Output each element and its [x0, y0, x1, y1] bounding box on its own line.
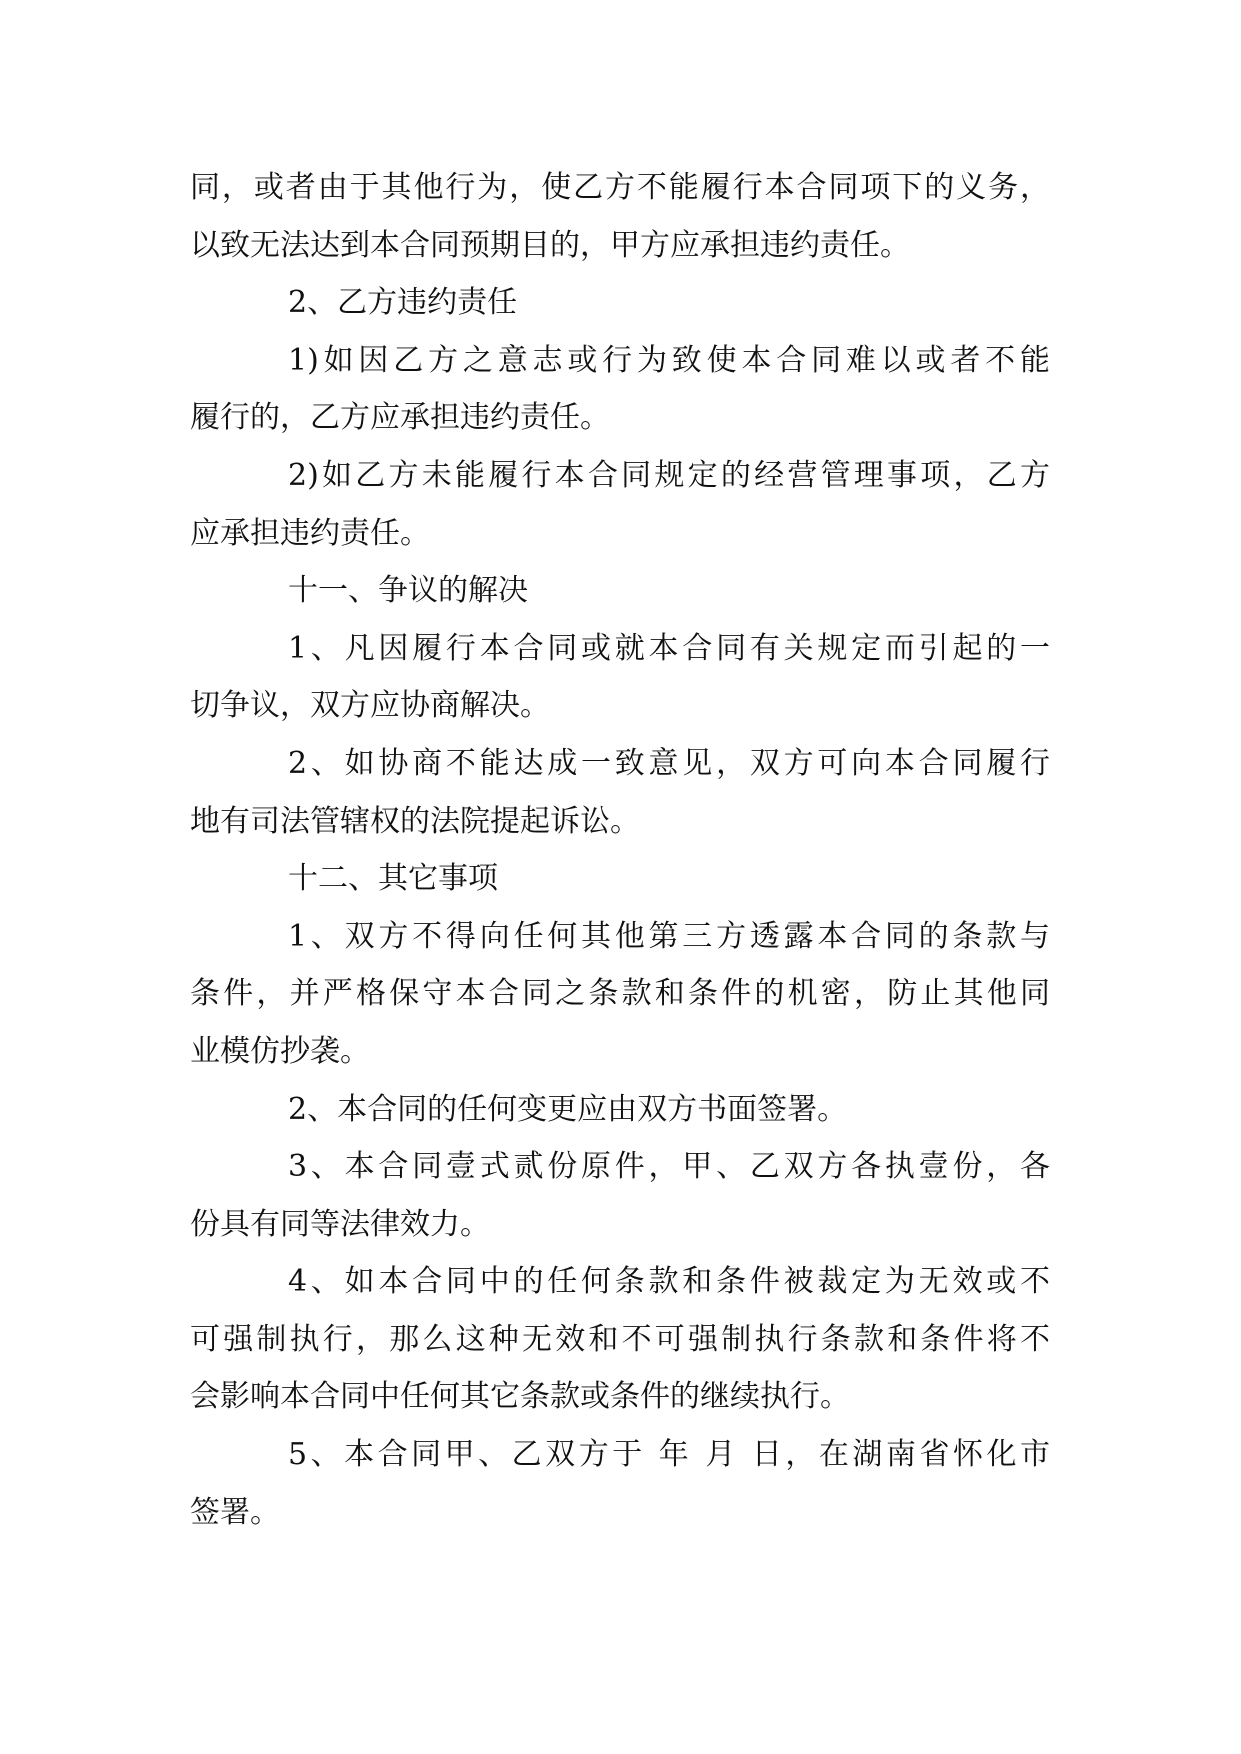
document-body [190, 159, 1050, 1541]
text-line: 切争议，双方应协商解决。 [190, 688, 550, 724]
text-line: 地有司法管辖权的法院提起诉讼。 [190, 803, 640, 839]
paragraph-party-b-liability-2 [190, 447, 1050, 562]
paragraph-other-5 [190, 1426, 1050, 1541]
paragraph-other-4 [190, 1253, 1050, 1426]
text-line: 同，或者由于其他行为，使乙方不能履行本合同项下的义务， [190, 170, 1050, 205]
text-line: 5、本合同甲、乙双方于 年 月 日，在湖南省怀化市 [288, 1437, 1050, 1473]
text-line: 2、如协商不能达成一致意见，双方可向本合同履行 [288, 745, 1050, 781]
paragraph-dispute-2 [190, 735, 1050, 850]
text-line: 应承担违约责任。 [190, 515, 430, 551]
paragraph-party-b-liability-1 [190, 332, 1050, 447]
paragraph-other-2 [190, 1081, 1050, 1139]
paragraph-default-liability-end [190, 159, 1050, 274]
text-line: 1、凡因履行本合同或就本合同有关规定而引起的一 [288, 630, 1050, 666]
text-line: 份具有同等法律效力。 [190, 1206, 490, 1242]
text-line: 十一、争议的解决 [288, 573, 528, 609]
section-heading-other-matters [190, 850, 1050, 908]
section-heading-dispute-resolution [190, 562, 1050, 620]
text-line: 2、乙方违约责任 [288, 285, 518, 321]
paragraph-other-1 [190, 908, 1050, 1081]
text-line: 可强制执行，那么这种无效和不可强制执行条款和条件将不 [190, 1321, 1050, 1357]
text-line: 3、本合同壹式贰份原件，甲、乙双方各执壹份，各 [288, 1149, 1050, 1185]
text-line: 1)如因乙方之意志或行为致使本合同难以或者不能 [288, 342, 1050, 378]
text-line: 1、双方不得向任何其他第三方透露本合同的条款与 [288, 918, 1050, 954]
text-line: 条件，并严格保守本合同之条款和条件的机密，防止其他同 [190, 976, 1050, 1012]
paragraph-other-3 [190, 1138, 1050, 1253]
paragraph-party-b-liability-heading [190, 274, 1050, 332]
text-line: 履行的，乙方应承担违约责任。 [190, 400, 610, 436]
text-line: 十二、其它事项 [288, 861, 498, 897]
text-line: 2、本合同的任何变更应由双方书面签署。 [288, 1091, 848, 1127]
text-line: 业模仿抄袭。 [190, 1033, 370, 1069]
text-line: 签署。 [190, 1494, 280, 1530]
text-line: 以致无法达到本合同预期目的，甲方应承担违约责任。 [190, 227, 910, 263]
text-line: 4、如本合同中的任何条款和条件被裁定为无效或不 [288, 1264, 1050, 1300]
text-line: 2)如乙方未能履行本合同规定的经营管理事项，乙方 [288, 457, 1050, 493]
paragraph-dispute-1 [190, 620, 1050, 735]
text-line: 会影响本合同中任何其它条款或条件的继续执行。 [190, 1379, 850, 1415]
